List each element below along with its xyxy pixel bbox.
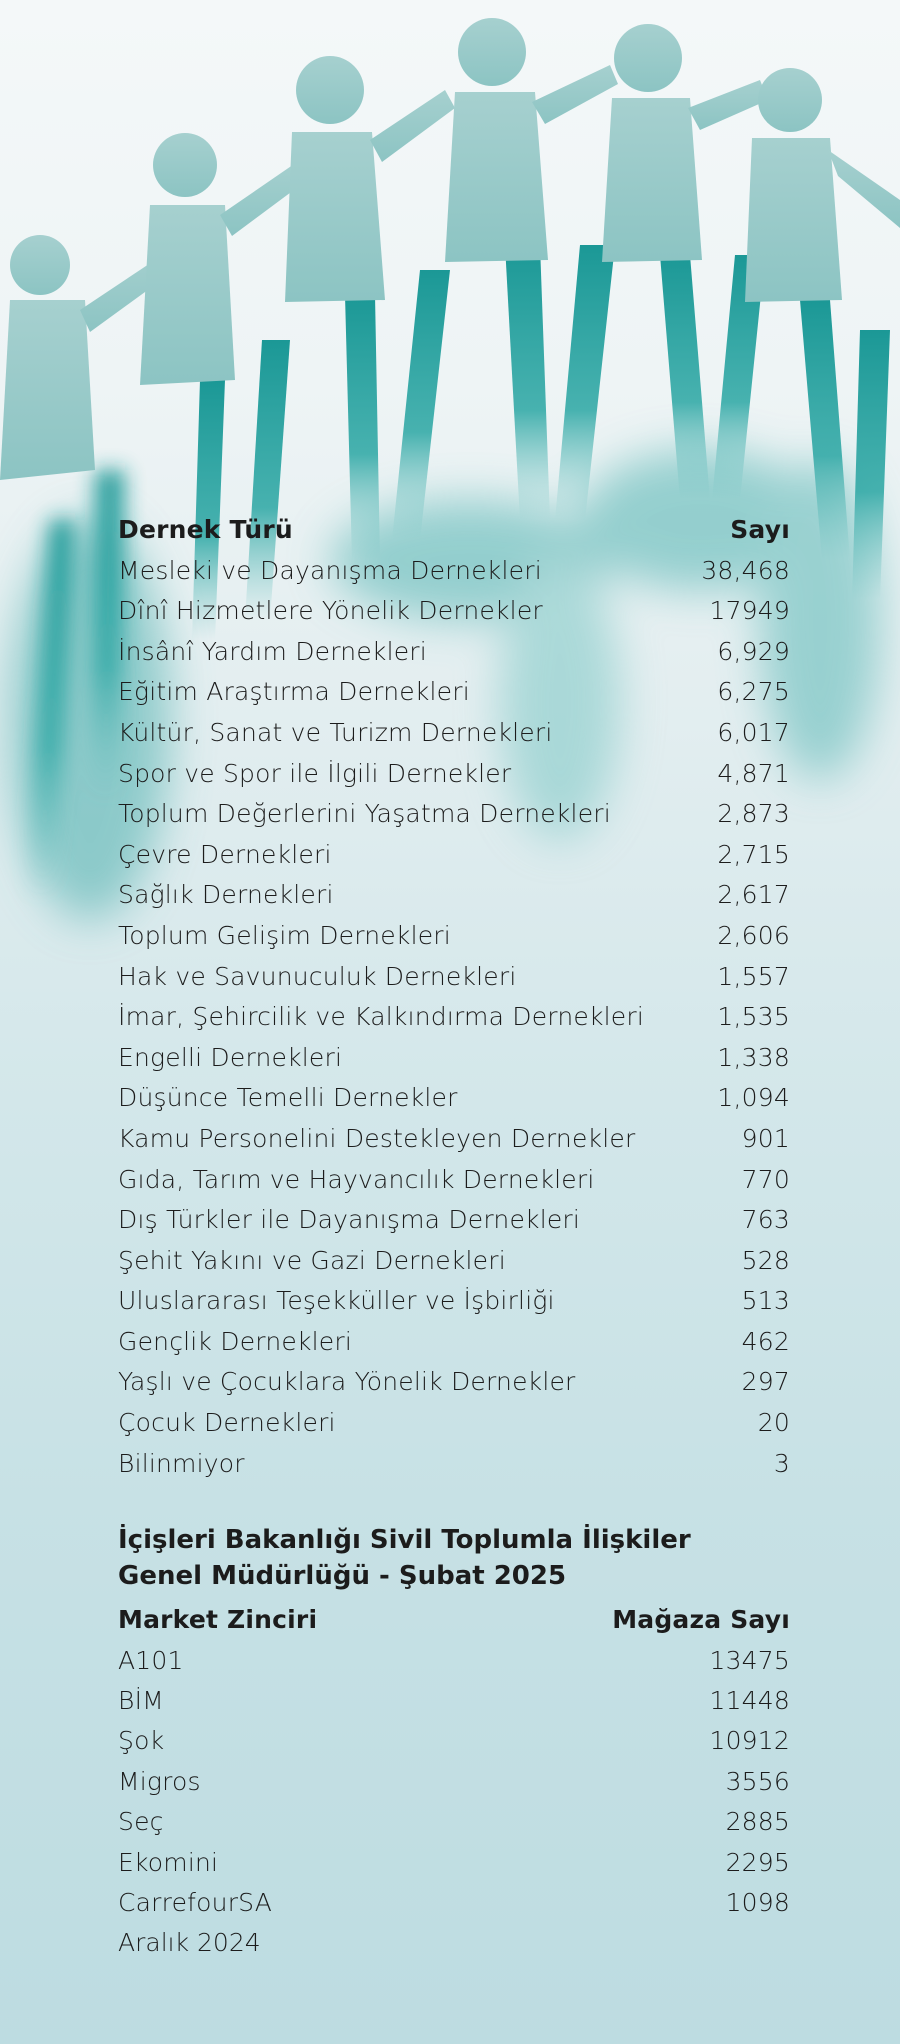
- association-count: 38,468: [701, 555, 790, 585]
- association-name: Eğitim Araştırma Dernekleri: [118, 677, 470, 707]
- association-name: Toplum Gelişim Dernekleri: [118, 920, 451, 950]
- table-row: [118, 1721, 790, 1761]
- table-row: [118, 1281, 790, 1322]
- association-count: 1,535: [717, 1002, 790, 1032]
- table-row: [118, 1883, 790, 1923]
- association-name: Çocuk Dernekleri: [118, 1408, 336, 1438]
- market-store-count: 3556: [725, 1766, 790, 1796]
- table-row: [118, 672, 790, 713]
- market-store-count: 13475: [709, 1645, 790, 1675]
- association-count: 1,094: [717, 1083, 790, 1113]
- association-name: Gençlik Dernekleri: [118, 1326, 352, 1356]
- table-row: [118, 591, 790, 632]
- table-row: [118, 1762, 790, 1802]
- associations-source: [118, 1522, 790, 1594]
- association-name: Spor ve Spor ile İlgili Dernekler: [118, 758, 512, 788]
- table-row: [118, 1119, 790, 1160]
- association-name: Sağlık Dernekleri: [118, 880, 334, 910]
- association-name: Engelli Dernekleri: [118, 1042, 343, 1072]
- market-store-count: 10912: [709, 1726, 790, 1756]
- table-row: [118, 754, 790, 795]
- market-store-count: 1098: [725, 1887, 790, 1917]
- association-name: Hak ve Savunuculuk Dernekleri: [118, 961, 517, 991]
- table-row: [118, 1802, 790, 1842]
- associations-table: [118, 551, 790, 1485]
- association-count: 528: [741, 1245, 790, 1275]
- association-name: Mesleki ve Dayanışma Dernekleri: [118, 555, 542, 585]
- table-row: [118, 1681, 790, 1721]
- store-count-header: Mağaza Sayı: [612, 1605, 790, 1635]
- table-row: [118, 875, 790, 916]
- association-name: Dış Türkler ile Dayanışma Dernekleri: [118, 1205, 581, 1235]
- association-count: 2,873: [717, 799, 790, 829]
- association-name: Dînî Hizmetlere Yönelik Dernekler: [118, 596, 543, 626]
- market-name: CarrefourSA: [118, 1887, 273, 1917]
- market-chain-header: Market Zinciri: [118, 1605, 318, 1635]
- market-store-count: 2885: [725, 1807, 790, 1837]
- association-count: 513: [741, 1286, 790, 1316]
- association-count: 1,338: [717, 1042, 790, 1072]
- association-count: 2,606: [717, 920, 790, 950]
- association-count-header: Sayı: [730, 515, 790, 544]
- market-name: Migros: [118, 1766, 201, 1796]
- table-row: [118, 713, 790, 754]
- table-row: [118, 632, 790, 673]
- source-line-1: İçişleri Bakanlığı Sivil Toplumla İlişkiler: [118, 1525, 691, 1556]
- associations-table-header: [118, 510, 790, 551]
- association-count: 20: [757, 1408, 790, 1438]
- association-count: 6,929: [717, 636, 790, 666]
- table-row: [118, 551, 790, 592]
- market-name: Seç: [118, 1807, 164, 1837]
- association-type-header: Dernek Türü: [118, 515, 293, 544]
- table-row: [118, 1403, 790, 1444]
- association-count: 3: [773, 1448, 790, 1478]
- association-name: Kamu Personelini Destekleyen Dernekler: [118, 1123, 636, 1153]
- association-name: Kültür, Sanat ve Turizm Dernekleri: [118, 717, 553, 747]
- association-count: 2,715: [717, 839, 790, 869]
- association-count: 763: [741, 1205, 790, 1235]
- association-name: Bilinmiyor: [118, 1448, 245, 1478]
- association-count: 462: [741, 1326, 790, 1356]
- association-count: 901: [741, 1123, 790, 1153]
- association-name: Uluslararası Teşekküller ve İşbirliği: [118, 1286, 555, 1316]
- table-row: [118, 1322, 790, 1363]
- markets-table-header: [118, 1600, 790, 1640]
- table-row: [118, 997, 790, 1038]
- association-count: 2,617: [717, 880, 790, 910]
- market-store-count: 11448: [709, 1686, 790, 1716]
- association-name: Yaşlı ve Çocuklara Yönelik Dernekler: [118, 1367, 576, 1397]
- association-count: 297: [741, 1367, 790, 1397]
- table-row: [118, 1038, 790, 1079]
- market-name: Ekomini: [118, 1847, 219, 1877]
- table-row: [118, 957, 790, 998]
- content-column: [118, 510, 790, 1963]
- association-name: Şehit Yakını ve Gazi Dernekleri: [118, 1245, 506, 1275]
- table-row: [118, 1078, 790, 1119]
- association-name: Gıda, Tarım ve Hayvancılık Dernekleri: [118, 1164, 595, 1194]
- market-name: Şok: [118, 1726, 165, 1756]
- association-count: 1,557: [717, 961, 790, 991]
- market-name: A101: [118, 1645, 184, 1675]
- markets-date-note: Aralık 2024: [118, 1928, 261, 1958]
- association-count: 17949: [709, 596, 790, 626]
- association-count: 6,017: [717, 717, 790, 747]
- association-name: Düşünce Temelli Dernekler: [118, 1083, 458, 1113]
- table-row: [118, 1362, 790, 1403]
- table-row: [118, 916, 790, 957]
- association-name: Toplum Değerlerini Yaşatma Dernekleri: [118, 799, 611, 829]
- table-row: [118, 1200, 790, 1241]
- table-row: [118, 1444, 790, 1485]
- table-row: [118, 1641, 790, 1681]
- table-row: [118, 794, 790, 835]
- market-store-count: 2295: [725, 1847, 790, 1877]
- association-count: 4,871: [717, 758, 790, 788]
- association-name: İnsânî Yardım Dernekleri: [118, 636, 427, 666]
- association-name: İmar, Şehircilik ve Kalkındırma Dernekleri: [118, 1002, 645, 1032]
- market-name: BİM: [118, 1686, 164, 1716]
- table-row: [118, 1843, 790, 1883]
- markets-table: [118, 1600, 790, 1963]
- table-row: [118, 1241, 790, 1282]
- table-row: [118, 1160, 790, 1201]
- association-count: 770: [741, 1164, 790, 1194]
- source-line-2: Genel Müdürlüğü - Şubat 2025: [118, 1561, 567, 1592]
- association-count: 6,275: [717, 677, 790, 707]
- table-row: [118, 835, 790, 876]
- association-name: Çevre Dernekleri: [118, 839, 332, 869]
